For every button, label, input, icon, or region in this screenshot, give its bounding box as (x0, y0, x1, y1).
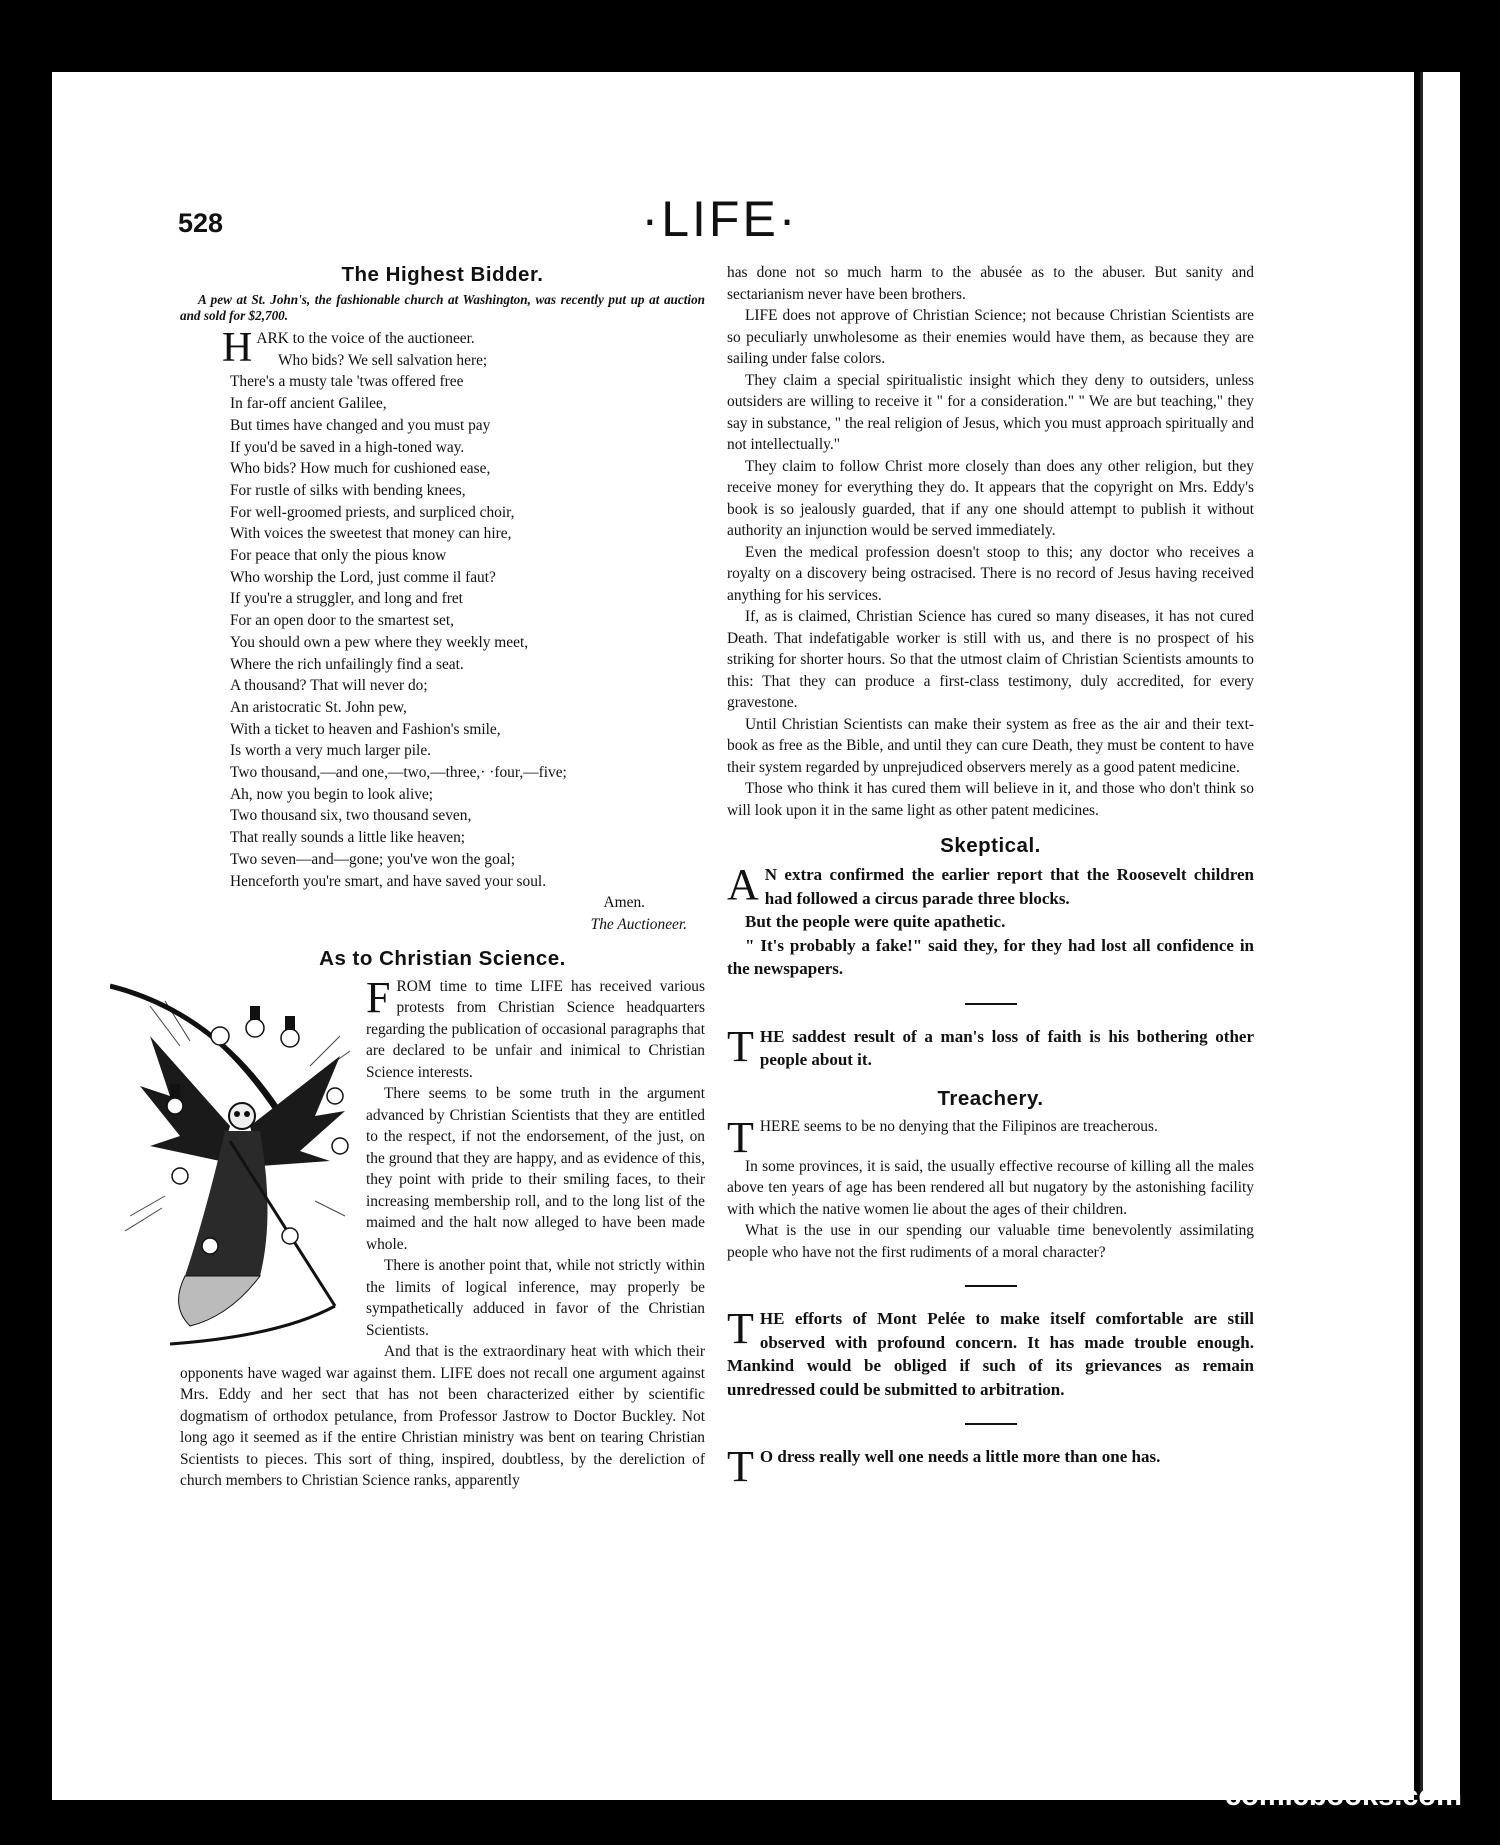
poem-line: For rustle of silks with bending knees, (230, 481, 466, 499)
paragraph: LIFE does not approve of Christian Science; not because Christian Scientists are so peculiarly unwholesome as their enemies would have them, as because they are sailing under false colors. (727, 307, 1254, 367)
paragraph: If, as is claimed, Christian Science has cured so many diseases, it has not cured Death. That indefatigable worker is still with us, and there is no prospect of his striking for shorter hours. So that the utmost claim of Christian Scientists amounts to this: That they can produce a first-class testimony, duly accredited, for every gravestone. (727, 608, 1254, 711)
paragraph: And that is the extraordinary heat with which their opponents have waged war against them. LIFE does not recall one argument against Mrs. Eddy and her sect that has not been characterized either by scientific dogmatism of orthodox petulance, from Professor Jastrow to Doctor Buckley. Not long ago it seemed as if the entire Christian ministry was bent on tearing Christian Scientists to pieces. This sort of thing, inspired, doubtless, by the dereliction of church members to Christian Science ranks, apparently (180, 1343, 705, 1490)
article-dek: A pew at St. John's, the fashionable church at Washington, was recently put up at auction and sold for $2,700. (180, 292, 705, 323)
poem-line: A thousand? That will never do; (230, 677, 428, 695)
drop-cap: F (366, 972, 391, 1022)
poem-line: Two thousand six, two thousand seven, (230, 807, 472, 825)
poem-line: Two thousand,—and one,—two,—three,· ·four,—five; (230, 764, 567, 782)
poem-line: But times have changed and you must pay (230, 416, 491, 434)
paragraph: They claim to follow Christ more closely than does any other religion, but they receive money for everything they do. It appears that the copyright on Mrs. Eddy's book is so jealously guarded, that if any one should attempt to publish it without authority an injunction would be served immediately. (727, 457, 1254, 539)
drop-cap: T (727, 1304, 754, 1353)
poem-line: You should own a pew where they weekly meet, (230, 633, 529, 651)
article-body-treachery (727, 1112, 1254, 1264)
poem-line: That really sounds a little like heaven; (230, 829, 466, 847)
poem-line: An aristocratic St. John pew, (230, 698, 407, 716)
paragraph: Until Christian Scientists can make their system as free as the air and their text-book as free as the Bible, and until they can cure Death, they must be content to have their system regarded by unprejudiced observers merely as a good patent medicine. (727, 715, 1254, 776)
poem-line: If you're a struggler, and long and fret (230, 590, 463, 608)
article-body-dress (727, 1442, 1254, 1491)
winged-death-with-scythe-illustration (110, 976, 360, 1346)
poem-amen: Amen. (603, 894, 645, 912)
paragraph: They claim a special spiritualistic insight which they deny to outsiders, unless outsiders are willing to receive it " for a consideration." " We are but teaching," they say in substance, " the real religion of Jesus, which you must approach spiritually and not intellectually." (727, 371, 1254, 453)
poem-line: With voices the sweetest that money can hire, (230, 525, 512, 543)
article-title-skeptical: Skeptical. (940, 834, 1041, 857)
watermark: comicbooks.com (1225, 1780, 1462, 1812)
drop-cap: T (727, 1112, 754, 1162)
article-title-highest-bidder: The Highest Bidder. (341, 263, 544, 286)
paragraph: O dress really well one needs a little more than one has. (759, 1447, 1161, 1466)
article-body-pelee (727, 1304, 1254, 1401)
drop-cap: T (727, 1021, 754, 1071)
paragraph: HE saddest result of a man's loss of faith is his bothering other people about it. (759, 1026, 1254, 1069)
poem-line: For well-groomed priests, and surpliced choir, (230, 503, 515, 521)
poem-line: In far-off ancient Galilee, (230, 395, 387, 413)
poem-line: Where the rich unfailingly find a seat. (230, 655, 464, 673)
paragraph: Those who think it has cured them will believe in it, and those who don't think so will look upon it in the same light as other patent medicines. (727, 780, 1254, 819)
article-body-skeptical (727, 860, 1254, 981)
paragraph: There seems to be some truth in the argument advanced by Christian Scientists that they are entitled to the respect, if not the endorsement, of the just, on the ground that they are happy, and as evidence of this, they point with pride to their smiling faces, to their increasing membership roll, and to the long list of the maimed and the halt now alleged to have been made whole. (366, 1085, 705, 1253)
paragraph: In some provinces, it is said, the usually effective recourse of killing all the males above ten years of age has been rendered all but nugatory by the astonishing facility with which the native women lie about the ages of their children. (727, 1157, 1254, 1218)
section-divider (965, 1003, 1017, 1005)
poem-line: Who bids? How much for cushioned ease, (230, 460, 491, 478)
section-divider (965, 1285, 1017, 1287)
poem (222, 325, 705, 936)
paragraph: HE efforts of Mont Pelée to make itself comfortable are still observed with profound concern. It has made trouble enough. Mankind would be obliged if such of its grievances as remain unredressed could be submitted to arbitration. (727, 1309, 1254, 1399)
winged-death-illustration (110, 976, 360, 1346)
page-number: 528 (178, 208, 224, 238)
paragraph: HERE seems to be no denying that the Filipinos are treacherous. (759, 1117, 1158, 1135)
poem-line: ARK to the voice of the auctioneer. (256, 330, 475, 347)
poem-line: Who bids? We sell salvation here; (278, 351, 488, 369)
paragraph: ROM time to time LIFE has received various protests from Christian Science headquarters regarding the publication of occasional paragraphs that are declared to be unfair and inimical to Christian Science interests. (366, 977, 705, 1081)
paragraph: N extra confirmed the earlier report that the Roosevelt children had followed a circus parade three blocks. (764, 865, 1254, 908)
article-title-christian-science: As to Christian Science. (319, 946, 566, 970)
poem-signature: The Auctioneer. (590, 915, 687, 933)
paragraph: But the people were quite apathetic. (745, 912, 1006, 931)
paragraph: " It's probably a fake!" said they, for they had lost all confidence in the newspapers. (727, 935, 1254, 978)
poem-line: Two seven—and—gone; you've won the goal; (230, 850, 516, 868)
poem-line: For peace that only the pious know (230, 547, 447, 565)
poem-line: With a ticket to heaven and Fashion's smile, (230, 720, 501, 738)
poem-line: If you'd be saved in a high-toned way. (230, 438, 465, 456)
adjacent-page-edge (1420, 72, 1460, 1800)
paragraph: What is the use in our spending our valuable time benevolently assimilating people who have not the first rudiments of a moral character? (727, 1222, 1254, 1261)
right-column (727, 262, 1254, 1491)
drop-cap: T (727, 1442, 754, 1491)
drop-cap: A (727, 860, 759, 909)
article-title-treachery: Treachery. (937, 1086, 1044, 1110)
poem-line: There's a musty tale 'twas offered free (230, 373, 464, 391)
section-divider (965, 1423, 1017, 1425)
poem-line: For an open door to the smartest set, (230, 612, 454, 630)
paragraph: has done not so much harm to the abusée as to the abuser. But sanity and sectarianism never have been brothers. (727, 264, 1254, 303)
article-body-saddest (727, 1021, 1254, 1072)
masthead: ·LIFE· (641, 191, 799, 247)
article-body-christian-science (180, 972, 705, 1492)
poem-line: Who worship the Lord, just comme il faut? (230, 568, 496, 586)
paragraph: Even the medical profession doesn't stoop to this; any doctor who receives a royalty on a discovery being ostracised. There is no record of Jesus having received anything for his services. (727, 543, 1254, 604)
poem-line: Is worth a very much larger pile. (230, 742, 432, 760)
paragraph: There is another point that, while not strictly within the limits of logical inference, may properly be sympathetically adduced in favor of the Christian Scientists. (366, 1257, 705, 1339)
left-column (180, 262, 705, 1492)
drop-cap: H (222, 325, 253, 371)
poem-line: Henceforth you're smart, and have saved your soul. (230, 872, 547, 890)
poem-line: Ah, now you begin to look alive; (230, 785, 434, 803)
